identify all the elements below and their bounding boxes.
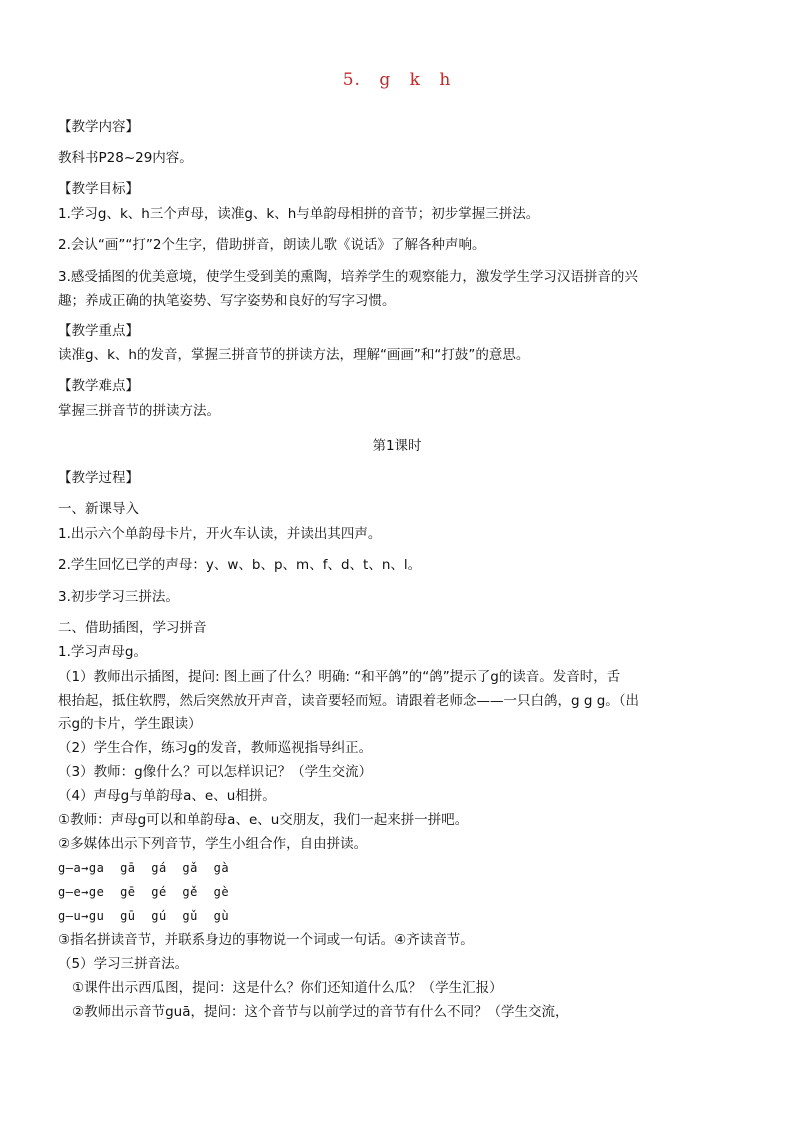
paragraph-line: （1）教师出示插图，提问: 图上画了什么？明确: “和平鸽”的“鸽”提示了g的读音。发音时，舌 [58,669,621,685]
section-heading-content: 【教学内容】 [58,119,139,135]
title-letter-k: k [409,70,421,90]
paragraph-line: ②多媒体出示下列音节，学生小组合作，自由拼读。 [58,836,368,852]
content-text: 教科书P28~29内容。 [58,150,193,166]
title-letter-h: h [439,70,452,90]
key-text: 读准g、k、h的发音，掌握三拼音节的拼读方法，理解“画画”和“打鼓”的意思。 [58,347,530,363]
difficult-text: 掌握三拼音节的拼读方法。 [58,403,220,419]
paragraph-line: （2）学生合作，练习g的发音，教师巡视指导纠正。 [58,740,373,756]
paragraph-line: 示g的卡片，学生跟读） [58,716,202,732]
syllable-row: g—a→ga gā gá gǎ gà [58,861,230,875]
section-heading-goals: 【教学目标】 [58,181,139,197]
paragraph-line: ③指名拼读音节，并联系身边的事物说一个词或一句话。④齐读音节。 [58,932,474,948]
paragraph-line: ②教师出示音节guā，提问：这个音节与以前学过的音节有什么不同？（学生交流， [72,1004,569,1020]
paragraph-line: （3）教师：g像什么？可以怎样识记？（学生交流） [58,764,373,780]
section-heading-key: 【教学重点】 [58,323,139,339]
paragraph-line: （4）声母g与单韵母a、e、u相拼。 [58,788,276,804]
goal-item-3: 3.感受插图的优美意境，使学生受到美的熏陶，培养学生的观察能力，激发学生学习汉语拼音的兴 [58,269,638,285]
title-number: 5. [342,70,361,90]
paragraph-line: （5）学习三拼音法。 [58,956,189,972]
paragraph-line: ①教师：声母g可以和单韵母a、e、u交朋友，我们一起来拼一拼吧。 [58,812,469,828]
section-heading-difficult: 【教学难点】 [58,378,139,394]
syllable-row: g—u→gu gū gú gǔ gù [58,909,230,923]
goal-item-2: 2.会认“画”“打”2个生字，借助拼音，朗读儿歌《说话》了解各种声响。 [58,237,486,253]
goal-item-1: 1.学习g、k、h三个声母，读准g、k、h与单韵母相拼的音节；初步掌握三拼法。 [58,206,540,222]
section-heading-process: 【教学过程】 [58,470,139,486]
process-step-2: 二、借助插图，学习拼音 [58,620,207,636]
lesson-label: 第1课时 [372,438,422,454]
process-step-1: 一、新课导入 [58,501,139,517]
paragraph-line: 根抬起，抵住软腭，然后突然放开声音，读音要轻而短。请跟着老师念——一只白鸽，g g g。（出 [58,693,640,709]
syllable-row: g—e→ge gē gé gě gè [58,885,230,899]
goal-item-3-cont: 趣；养成正确的执笔姿势、写字姿势和良好的写字习惯。 [58,293,396,309]
process-step-1-2: 2.学生回忆已学的声母：y、w、b、p、m、f、d、t、n、l。 [58,557,422,573]
process-step-1-3: 3.初步学习三拼法。 [58,589,179,605]
process-step-2-1: 1.学习声母g。 [58,644,147,660]
process-step-1-1: 1.出示六个单韵母卡片，开火车认读，并读出其四声。 [58,526,382,542]
title-letter-g: g [379,70,392,90]
paragraph-line: ①课件出示西瓜图，提问：这是什么？你们还知道什么瓜？（学生汇报） [72,980,503,996]
page-title [0,70,794,90]
